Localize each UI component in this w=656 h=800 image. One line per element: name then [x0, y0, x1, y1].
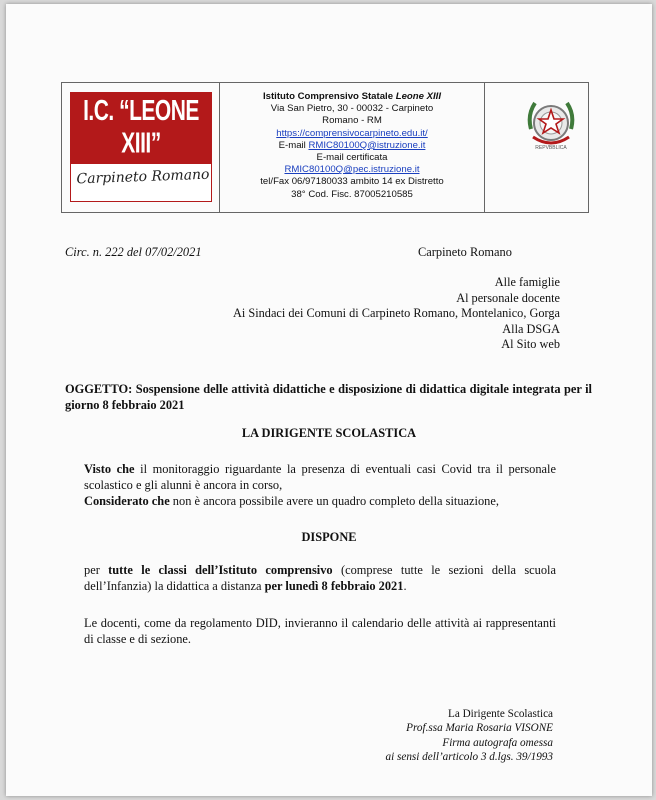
recipient: Al personale docente: [456, 290, 560, 305]
pec-label: E-mail certificata: [316, 152, 388, 164]
paragraph-calendar: Le docenti, come da regolamento DID, invieranno il calendario delle attività ai rappresentanti di classe e di sezione.: [84, 616, 556, 646]
circular-number: Circ. n. 222 del 07/02/2021: [65, 245, 202, 259]
letterhead: [61, 82, 589, 213]
logo-script-text: Carpineto Romano: [76, 166, 210, 188]
logo-text: I.C. “LEONE XIII”: [83, 95, 199, 160]
tel-line-2: 38° Cod. Fisc. 87005210585: [291, 188, 413, 200]
address-line-1: Via San Pietro, 30 - 00032 - Carpineto: [270, 103, 434, 115]
recipient: Ai Sindaci dei Comuni di Carpineto Romano, Montelanico, Gorga: [233, 306, 560, 321]
logo-red-banner: [70, 92, 212, 164]
address-line-2: Romano - RM: [322, 115, 382, 127]
heading-dispone: DISPONE: [301, 530, 357, 544]
signature-note: Firma autografa omessa: [442, 736, 553, 749]
svg-text:REPVBBLICA: REPVBBLICA: [535, 145, 567, 151]
republic-emblem-icon: [521, 93, 581, 157]
place-name: Carpineto Romano: [418, 245, 512, 259]
pec-link[interactable]: RMIC80100Q@pec.istruzione.it: [284, 164, 420, 176]
signature-name: Prof.ssa Maria Rosaria VISONE: [406, 722, 553, 735]
recipient: Alle famiglie: [494, 275, 560, 289]
paragraph-premises: Visto che il monitoraggio riguardante la presenza di eventuali casi Covid tra il personale scolastico e gli alunni è ancora in corso, Considerato che non è ancora possibile avere un quadro completo della situazione,: [84, 462, 556, 508]
school-title: Istituto Comprensivo Statale Leone XIII: [262, 91, 442, 102]
considerato-label: Considerato che: [84, 494, 170, 508]
email-line: E-mail RMIC80100Q@istruzione.it: [278, 139, 426, 151]
school-logo: [62, 83, 220, 212]
website-link[interactable]: https://comprensivocarpineto.edu.it/: [276, 127, 428, 139]
emblem-cell: [485, 83, 588, 212]
email-link[interactable]: RMIC80100Q@istruzione.it: [308, 139, 426, 151]
recipient: Alla DSGA: [502, 321, 560, 336]
signature-block: [386, 707, 554, 765]
logo-signature-box: [70, 164, 212, 202]
paragraph-decision: per tutte le classi dell’Istituto comprensivo (comprese tutte le sezioni della scuola dell’Infanzia) la didattica a distanza per lunedì 8 febbraio 2021.: [84, 563, 556, 593]
school-info: [220, 83, 485, 212]
recipients-list: [233, 275, 560, 353]
document-page: [6, 4, 652, 796]
tel-line-1: tel/Fax 06/97180033 ambito 14 ex Distretto: [260, 176, 444, 188]
signature-role: La Dirigente Scolastica: [448, 708, 553, 720]
signature-law: ai sensi dell’articolo 3 d.lgs. 39/1993: [385, 751, 553, 764]
subject-line: OGGETTO: Sospensione delle attività didattiche e disposizione di didattica digitale integrata per il giorno 8 febbraio 2021: [65, 382, 592, 412]
visto-label: Visto che: [84, 462, 135, 476]
recipient: Al Sito web: [501, 337, 560, 352]
heading-dirigente: LA DIRIGENTE SCOLASTICA: [241, 426, 417, 440]
